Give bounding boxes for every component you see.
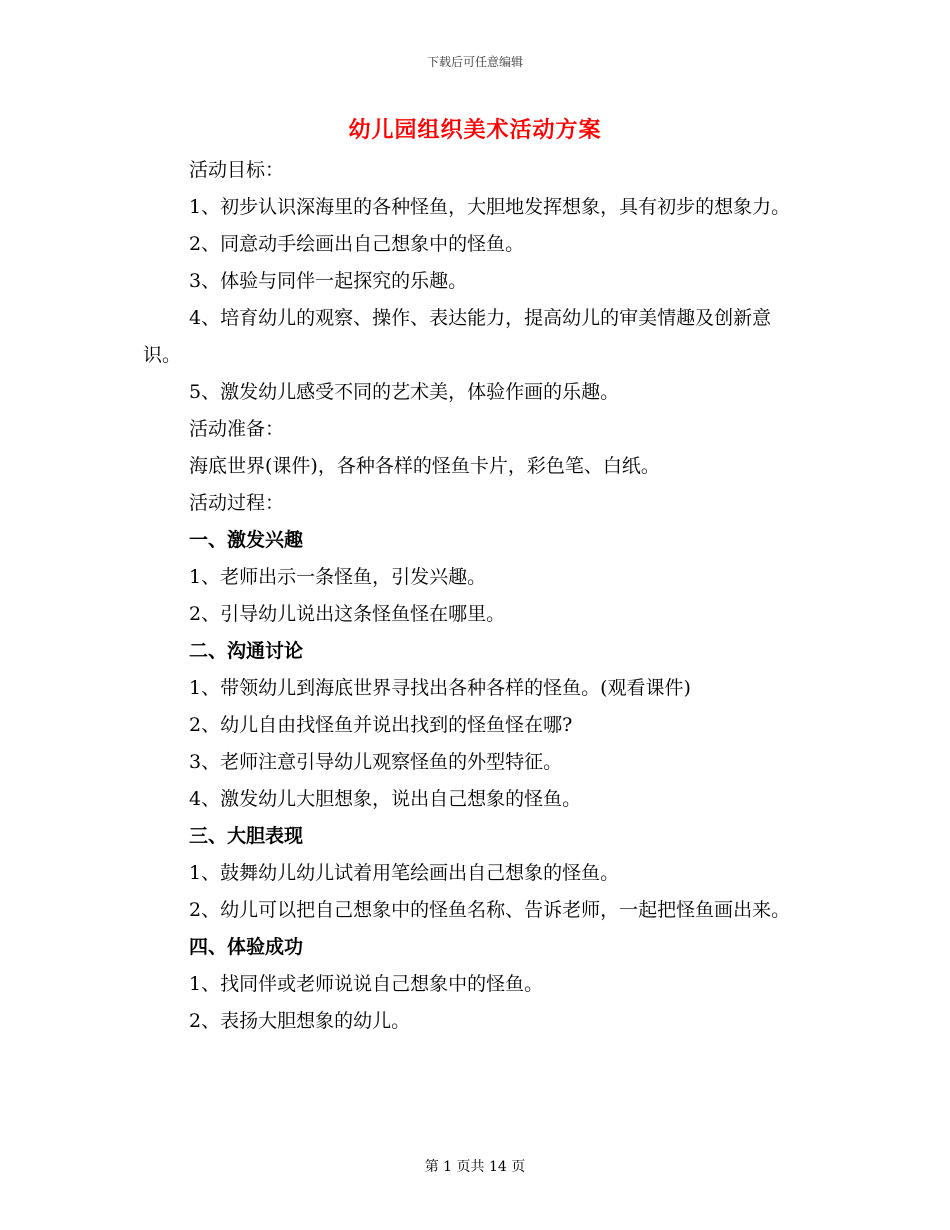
- paragraph: 1、初步认识深海里的各种怪鱼，大胆地发挥想象，具有初步的想象力。: [189, 196, 791, 218]
- paragraph: 活动过程：: [189, 492, 285, 514]
- paragraph: 1、老师出示一条怪鱼，引发兴趣。: [189, 566, 487, 588]
- paragraph: 4、激发幼儿大胆想象，说出自己想象的怪鱼。: [189, 788, 582, 810]
- paragraph: 活动目标：: [189, 159, 285, 181]
- page-footer: 第 1 页共 14 页: [424, 1159, 526, 1175]
- paragraph: 2、引导幼儿说出这条怪鱼怪在哪里。: [189, 603, 506, 625]
- paragraph: 活动准备：: [189, 418, 285, 440]
- paragraph: 3、体验与同伴一起探究的乐趣。: [189, 270, 468, 292]
- section-heading: 三、大胆表现: [189, 825, 304, 847]
- paragraph: 1、鼓舞幼儿幼儿试着用笔绘画出自己想象的怪鱼。: [189, 862, 620, 884]
- paragraph: 海底世界(课件)，各种各样的怪鱼卡片，彩色笔、白纸。: [189, 455, 660, 477]
- paragraph: 4、培育幼儿的观察、操作、表达能力，提高幼儿的审美情趣及创新意识。: [143, 307, 772, 366]
- paragraph: 3、老师注意引导幼儿观察怪鱼的外型特征。: [189, 751, 563, 773]
- document-body: [143, 152, 809, 1040]
- paragraph: 2、表扬大胆想象的幼儿。: [189, 1010, 411, 1032]
- section-heading: 二、沟通讨论: [189, 640, 304, 662]
- paragraph: 2、幼儿自由找怪鱼并说出找到的怪鱼怪在哪?: [189, 714, 573, 736]
- section-heading: 一、激发兴趣: [189, 529, 304, 551]
- header-note: 下载后可任意编辑: [426, 55, 523, 69]
- paragraph: 2、同意动手绘画出自己想象中的怪鱼。: [189, 233, 525, 255]
- section-heading: 四、体验成功: [189, 936, 304, 958]
- paragraph: 2、幼儿可以把自己想象中的怪鱼名称、告诉老师，一起把怪鱼画出来。: [189, 899, 791, 921]
- paragraph: 1、带领幼儿到海底世界寻找出各种各样的怪鱼。(观看课件): [189, 677, 691, 699]
- paragraph: 1、找同伴或老师说说自己想象中的怪鱼。: [189, 973, 544, 995]
- paragraph: 5、激发幼儿感受不同的艺术美，体验作画的乐趣。: [189, 381, 620, 403]
- page-title: 幼儿园组织美术活动方案: [348, 117, 602, 143]
